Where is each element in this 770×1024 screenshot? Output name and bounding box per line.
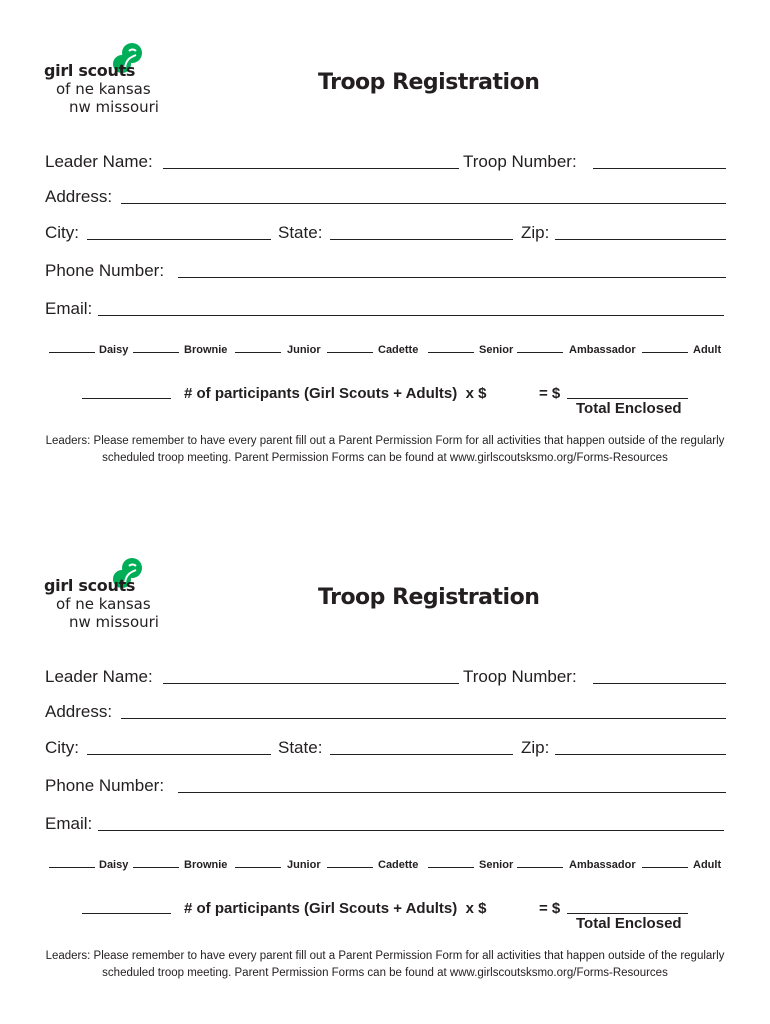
zip-field[interactable] bbox=[555, 239, 726, 240]
email-label: Email: bbox=[45, 299, 93, 318]
address-field[interactable] bbox=[121, 203, 726, 204]
troop-number-label: Troop Number: bbox=[463, 667, 577, 686]
org-logo bbox=[44, 62, 159, 116]
ambassador-count-field[interactable] bbox=[517, 352, 563, 353]
leader-note: Leaders: Please remember to have every parent fill out a Parent Permission Form for all activities that happen outside of the regularly scheduled troop meeting. Parent Permission Forms can be found at www.girlscoutsksmo.org/Forms-Resources bbox=[45, 950, 725, 979]
state-field[interactable] bbox=[330, 239, 513, 240]
state-label: State: bbox=[278, 738, 323, 757]
logo-line-1: girl scouts bbox=[44, 576, 136, 595]
total-enclosed-field[interactable] bbox=[567, 913, 688, 914]
email-label: Email: bbox=[45, 814, 93, 833]
troop-number-field[interactable] bbox=[593, 683, 726, 684]
level-senior: Senior bbox=[479, 859, 514, 871]
state-field[interactable] bbox=[330, 754, 513, 755]
address-label: Address: bbox=[45, 702, 113, 721]
level-adult: Adult bbox=[693, 344, 722, 356]
zip-label: Zip: bbox=[521, 738, 550, 757]
phone-field[interactable] bbox=[178, 792, 726, 793]
senior-count-field[interactable] bbox=[428, 352, 474, 353]
ambassador-count-field[interactable] bbox=[517, 867, 563, 868]
daisy-count-field[interactable] bbox=[49, 352, 95, 353]
address-field[interactable] bbox=[121, 718, 726, 719]
total-enclosed-label: Total Enclosed bbox=[576, 400, 682, 417]
phone-label: Phone Number: bbox=[45, 776, 165, 795]
registration-form-bottom bbox=[0, 515, 770, 1015]
logo-line-1: girl scouts bbox=[44, 61, 136, 80]
brownie-count-field[interactable] bbox=[133, 352, 179, 353]
zip-label: Zip: bbox=[521, 223, 550, 242]
level-cadette: Cadette bbox=[378, 859, 419, 871]
cadette-count-field[interactable] bbox=[327, 352, 373, 353]
form-title: Troop Registration bbox=[318, 70, 540, 95]
participants-count-field[interactable] bbox=[82, 398, 171, 399]
phone-field[interactable] bbox=[178, 277, 726, 278]
participants-count-field[interactable] bbox=[82, 913, 171, 914]
phone-label: Phone Number: bbox=[45, 261, 165, 280]
level-ambassador: Ambassador bbox=[569, 859, 636, 871]
zip-field[interactable] bbox=[555, 754, 726, 755]
leader-name-field[interactable] bbox=[163, 168, 459, 169]
brownie-count-field[interactable] bbox=[133, 867, 179, 868]
equals-label: = $ bbox=[539, 900, 561, 917]
logo-line-2: of ne kansas bbox=[56, 595, 151, 613]
logo-line-3: nw missouri bbox=[69, 98, 159, 116]
leader-name-label: Leader Name: bbox=[45, 152, 153, 171]
level-brownie: Brownie bbox=[184, 859, 228, 871]
city-field[interactable] bbox=[87, 754, 271, 755]
troop-number-field[interactable] bbox=[593, 168, 726, 169]
org-logo bbox=[44, 577, 159, 631]
participants-label: # of participants (Girl Scouts + Adults) x $ bbox=[184, 900, 487, 917]
address-label: Address: bbox=[45, 187, 113, 206]
level-brownie: Brownie bbox=[184, 344, 228, 356]
city-field[interactable] bbox=[87, 239, 271, 240]
junior-count-field[interactable] bbox=[235, 352, 281, 353]
email-field[interactable] bbox=[98, 315, 724, 316]
junior-count-field[interactable] bbox=[235, 867, 281, 868]
city-label: City: bbox=[45, 738, 79, 757]
level-senior: Senior bbox=[479, 344, 514, 356]
level-daisy: Daisy bbox=[99, 344, 129, 356]
logo-line-2: of ne kansas bbox=[56, 80, 151, 98]
cadette-count-field[interactable] bbox=[327, 867, 373, 868]
leader-name-label: Leader Name: bbox=[45, 667, 153, 686]
level-daisy: Daisy bbox=[99, 859, 129, 871]
level-adult: Adult bbox=[693, 859, 722, 871]
daisy-count-field[interactable] bbox=[49, 867, 95, 868]
leader-name-field[interactable] bbox=[163, 683, 459, 684]
level-ambassador: Ambassador bbox=[569, 344, 636, 356]
level-junior: Junior bbox=[287, 344, 321, 356]
leader-note: Leaders: Please remember to have every parent fill out a Parent Permission Form for all activities that happen outside of the regularly scheduled troop meeting. Parent Permission Forms can be found at www.girlscoutsksmo.org/Forms-Resources bbox=[45, 435, 725, 464]
email-field[interactable] bbox=[98, 830, 724, 831]
level-cadette: Cadette bbox=[378, 344, 419, 356]
form-title: Troop Registration bbox=[318, 585, 540, 610]
participants-label: # of participants (Girl Scouts + Adults) x $ bbox=[184, 385, 487, 402]
adult-count-field[interactable] bbox=[642, 867, 688, 868]
total-enclosed-field[interactable] bbox=[567, 398, 688, 399]
logo-line-3: nw missouri bbox=[69, 613, 159, 631]
level-junior: Junior bbox=[287, 859, 321, 871]
total-enclosed-label: Total Enclosed bbox=[576, 915, 682, 932]
troop-number-label: Troop Number: bbox=[463, 152, 577, 171]
state-label: State: bbox=[278, 223, 323, 242]
equals-label: = $ bbox=[539, 385, 561, 402]
senior-count-field[interactable] bbox=[428, 867, 474, 868]
city-label: City: bbox=[45, 223, 79, 242]
adult-count-field[interactable] bbox=[642, 352, 688, 353]
registration-form-top bbox=[0, 0, 770, 500]
